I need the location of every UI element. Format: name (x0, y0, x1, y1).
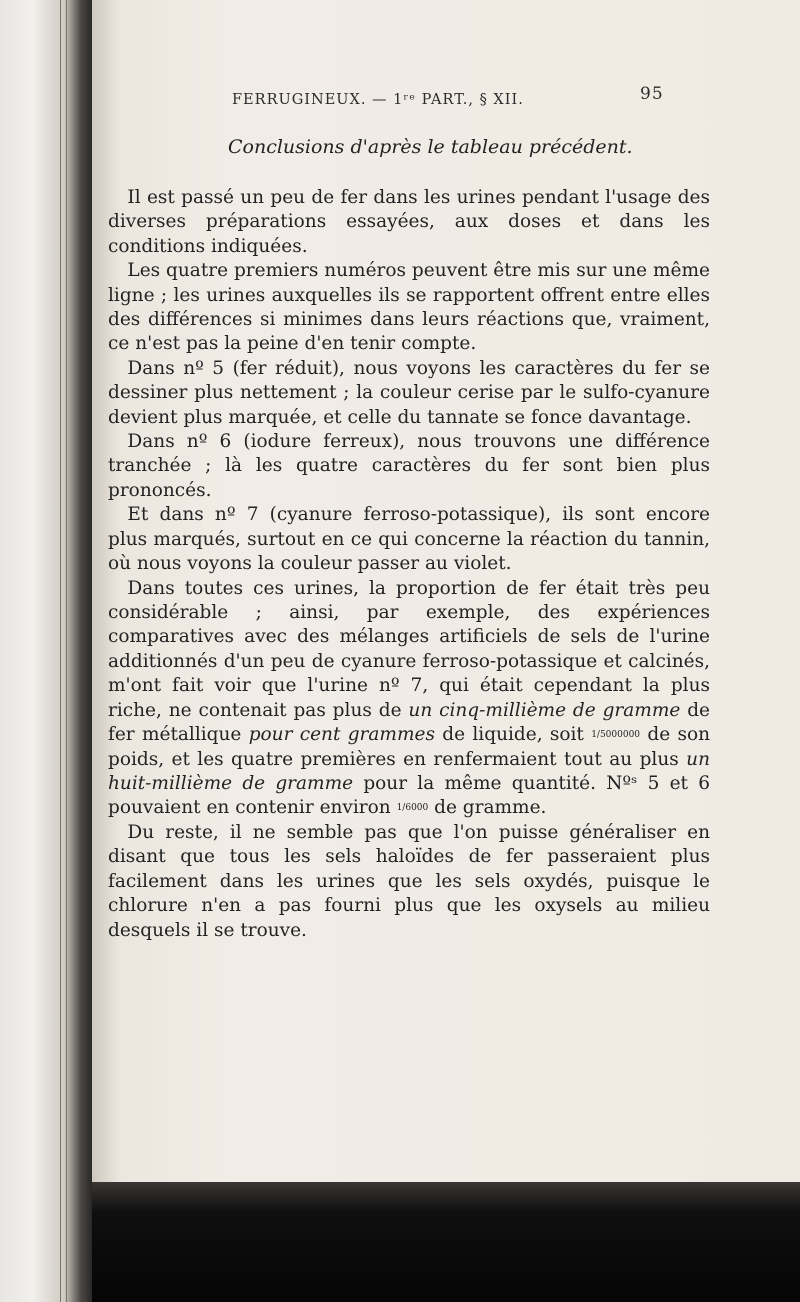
text-run: pour la même quantité. Nºˢ 5 et 6 pouvaient en contenir environ (108, 772, 710, 819)
text-run: de liquide, soit (434, 724, 592, 746)
text-run: de fer métallique (108, 699, 711, 746)
fraction: 1/6000 (396, 803, 429, 814)
emphasis: pour cent grammes (248, 724, 435, 746)
page-edge-line (66, 0, 67, 1302)
paragraph: Du reste, il ne semble pas que l'on puisse généraliser en disant que tous les sels haloïdes de fer passeraient plus facilement dans les urines que les sels oxydés, puisque le chlorure n'en a pas fourni plus que les oxysels au milieu desquels il se trouve. (108, 821, 710, 941)
emphasis: un huit-millième de gramme (108, 748, 710, 794)
paragraph: Il est passé un peu de fer dans les urines pendant l'usage des diverses préparations essayées, aux doses et dans les conditions indiquées. (108, 187, 710, 257)
text-run: Dans toutes ces urines, la proportion de fer était très peu considérable ; ainsi, par exemple, des expériences comparatives avec des mélanges artificiels de sels de l'urine additionnés d'un peu de cyanure ferroso-potassique et calcinés, m'ont fait voir que l'urine nº 7, qui était cependant la plus riche, ne contenait pas plus de (108, 577, 710, 721)
body-text (108, 186, 710, 943)
text-run: de gramme. (428, 797, 547, 819)
emphasis: un cinq-millième de gramme (408, 699, 681, 721)
fraction: 1/5000000 (591, 729, 641, 740)
page-edge-line (60, 0, 61, 1302)
text-run: de son poids, et les quatre premières en renfermaient tout au plus (108, 724, 710, 770)
page-edge-line (74, 0, 75, 1302)
paragraph-iron-proportion (108, 577, 710, 821)
scan-shadow (92, 1182, 800, 1302)
section-title: Conclusions d'après le tableau précédent. (228, 136, 633, 158)
paragraph: Et dans nº 7 (cyanure ferroso-potassique), ils sont encore plus marqués, surtout en ce qui concerne la réaction du tannin, où nous voyons la couleur passer au violet. (108, 504, 710, 575)
book-gutter (0, 0, 92, 1302)
page-number: 95 (640, 84, 664, 104)
running-title: FERRUGINEUX. — 1ʳᵉ PART., § XII. (232, 92, 524, 108)
paragraph: Dans nº 6 (iodure ferreux), nous trouvons une différence tranchée ; là les quatre caractères du fer sont bien plus prononcés. (108, 431, 710, 501)
running-head (232, 84, 672, 116)
paragraph: Les quatre premiers numéros peuvent être mis sur une même ligne ; les urines auxquelles ils se rapportent offrent entre elles des différences si minimes dans leurs réactions que, vraiment, ce n'est pas la peine d'en tenir compte. (108, 260, 710, 355)
paragraph: Dans nº 5 (fer réduit), nous voyons les caractères du fer se dessiner plus nettement ; la couleur cerise par le sulfo-cyanure devient plus marquée, et celle du tannate se fonce davantage. (108, 357, 710, 428)
